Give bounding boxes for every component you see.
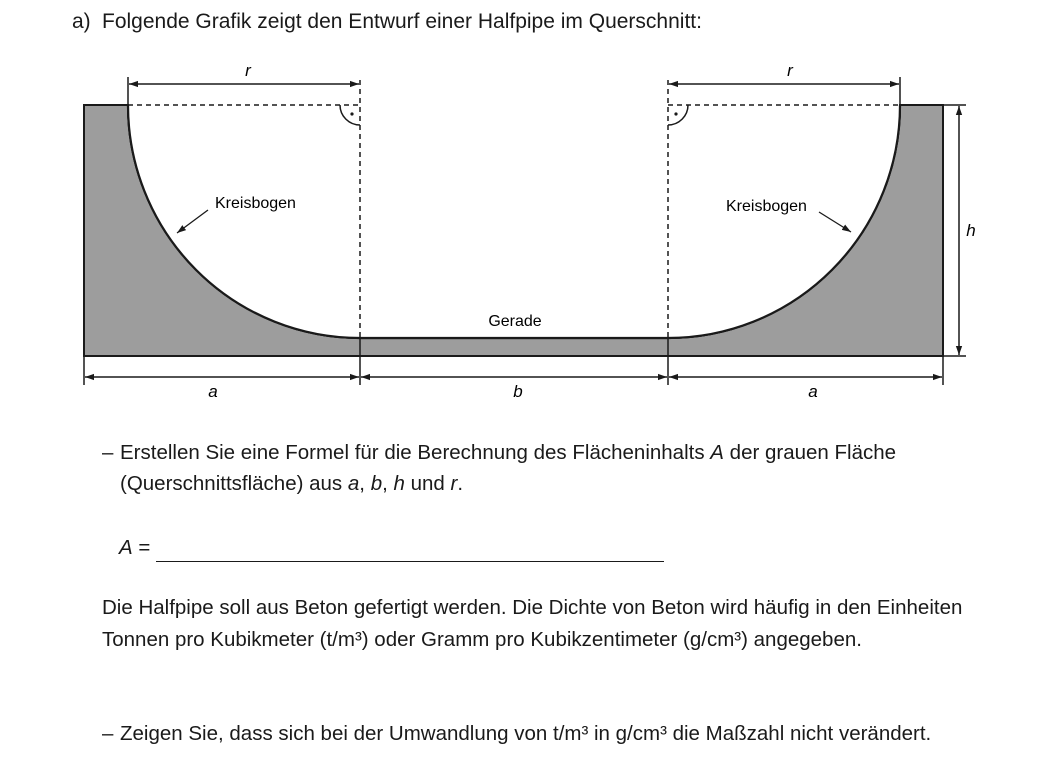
task-text: Erstellen Sie eine Formel für die Berechnung des Flächeninhalts A der grauen Fläche (Querschnittsfläche) aus a, b, h und r. bbox=[120, 441, 897, 495]
right-arc-label: Kreisbogen bbox=[726, 198, 807, 215]
formula-answer-field bbox=[119, 534, 664, 562]
task-formula-instruction bbox=[102, 437, 982, 499]
bottom-middle-b-label: b bbox=[513, 382, 523, 401]
straight-label: Gerade bbox=[488, 313, 542, 330]
formula-variable: A bbox=[119, 536, 133, 559]
bottom-right-a-label: a bbox=[808, 382, 818, 401]
height-h-label: h bbox=[966, 221, 976, 240]
density-paragraph: Die Halfpipe soll aus Beton gefertigt werden. Die Dichte von Beton wird häufig in den Einheiten Tonnen pro Kubikmeter (t/m³) oder Gramm pro Kubikzentimeter (g/cm³) angegeben. bbox=[102, 596, 963, 651]
task-dash: – bbox=[102, 722, 114, 745]
top-right-r-label: r bbox=[787, 61, 793, 80]
bottom-left-a-label: a bbox=[208, 382, 218, 401]
formula-equals: = bbox=[132, 536, 151, 559]
answer-blank-line[interactable] bbox=[156, 535, 664, 562]
left-arc-label: Kreisbogen bbox=[215, 195, 296, 212]
task-conversion-instruction bbox=[102, 718, 982, 749]
task-intro-text: Folgende Grafik zeigt den Entwurf einer Halfpipe im Querschnitt: bbox=[102, 10, 702, 33]
top-left-r-label: r bbox=[245, 61, 251, 80]
task-dash: – bbox=[102, 441, 114, 464]
inner-fill bbox=[128, 105, 900, 338]
task-label: a) bbox=[72, 10, 91, 33]
task-text: Zeigen Sie, dass sich bei der Umwandlung von t/m³ in g/cm³ die Maßzahl nicht verändert. bbox=[120, 722, 932, 745]
